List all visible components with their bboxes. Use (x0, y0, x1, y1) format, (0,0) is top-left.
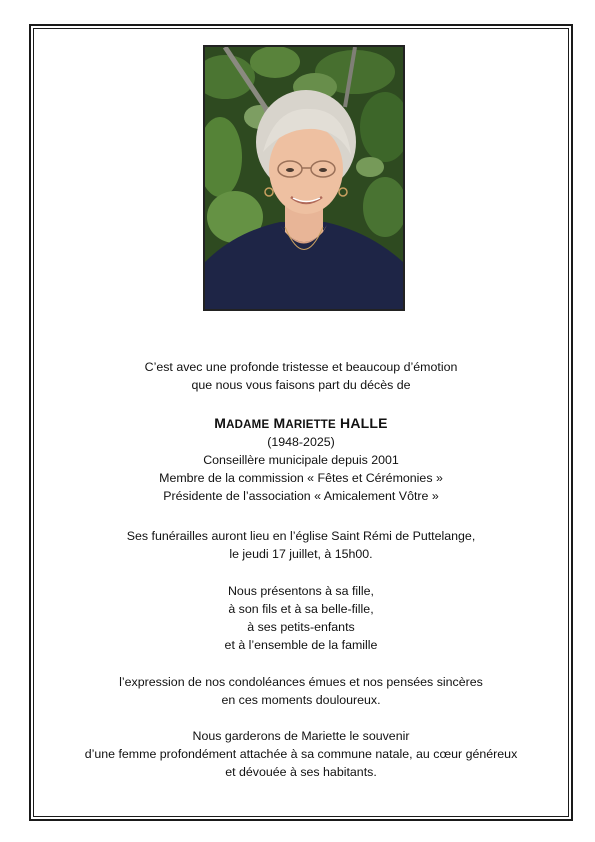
memory-line-1: Nous garderons de Mariette le souvenir (192, 729, 410, 743)
role-3: Présidente de l’association « Amicalement Vôtre » (163, 489, 439, 503)
name-title-rest: ADAME (226, 419, 270, 431)
details-text (34, 433, 568, 505)
intro-line-2: que nous vous faisons part du décès de (191, 378, 411, 392)
portrait-photo (203, 45, 405, 311)
family-line-4: et à l’ensemble de la famille (224, 638, 378, 652)
deceased-name (34, 413, 568, 435)
condolences-line-1: l’expression de nos condoléances émues et nos pensées sincères (119, 675, 483, 689)
name-first-rest: ARIETTE (285, 419, 336, 431)
role-1: Conseillère municipale depuis 2001 (203, 453, 399, 467)
name-first-initial: M (273, 415, 286, 431)
funeral-text (34, 527, 568, 563)
name-last: HALLE (340, 415, 388, 431)
funeral-line-2: le jeudi 17 juillet, à 15h00. (229, 547, 373, 561)
funeral-line-1: Ses funérailles auront lieu en l’église Saint Rémi de Puttelange, (126, 529, 476, 543)
role-2: Membre de la commission « Fêtes et Cérémonies » (159, 471, 443, 485)
condolences-line-2: en ces moments douloureux. (221, 693, 381, 707)
family-line-2: à son fils et à sa belle-fille, (228, 602, 374, 616)
memory-line-2: d’une femme profondément attachée à sa commune natale, au cœur généreux (84, 747, 518, 761)
name-title-initial: M (214, 415, 227, 431)
intro-text (34, 358, 568, 394)
memory-text (34, 727, 568, 781)
years: (1948-2025) (267, 435, 335, 449)
condolences-text (34, 673, 568, 709)
family-line-3: à ses petits-enfants (247, 620, 355, 634)
memory-line-3: et dévouée à ses habitants. (225, 765, 377, 779)
intro-line-1: C’est avec une profonde tristesse et beaucoup d’émotion (144, 360, 458, 374)
family-text (34, 582, 568, 654)
family-line-1: Nous présentons à sa fille, (227, 584, 374, 598)
